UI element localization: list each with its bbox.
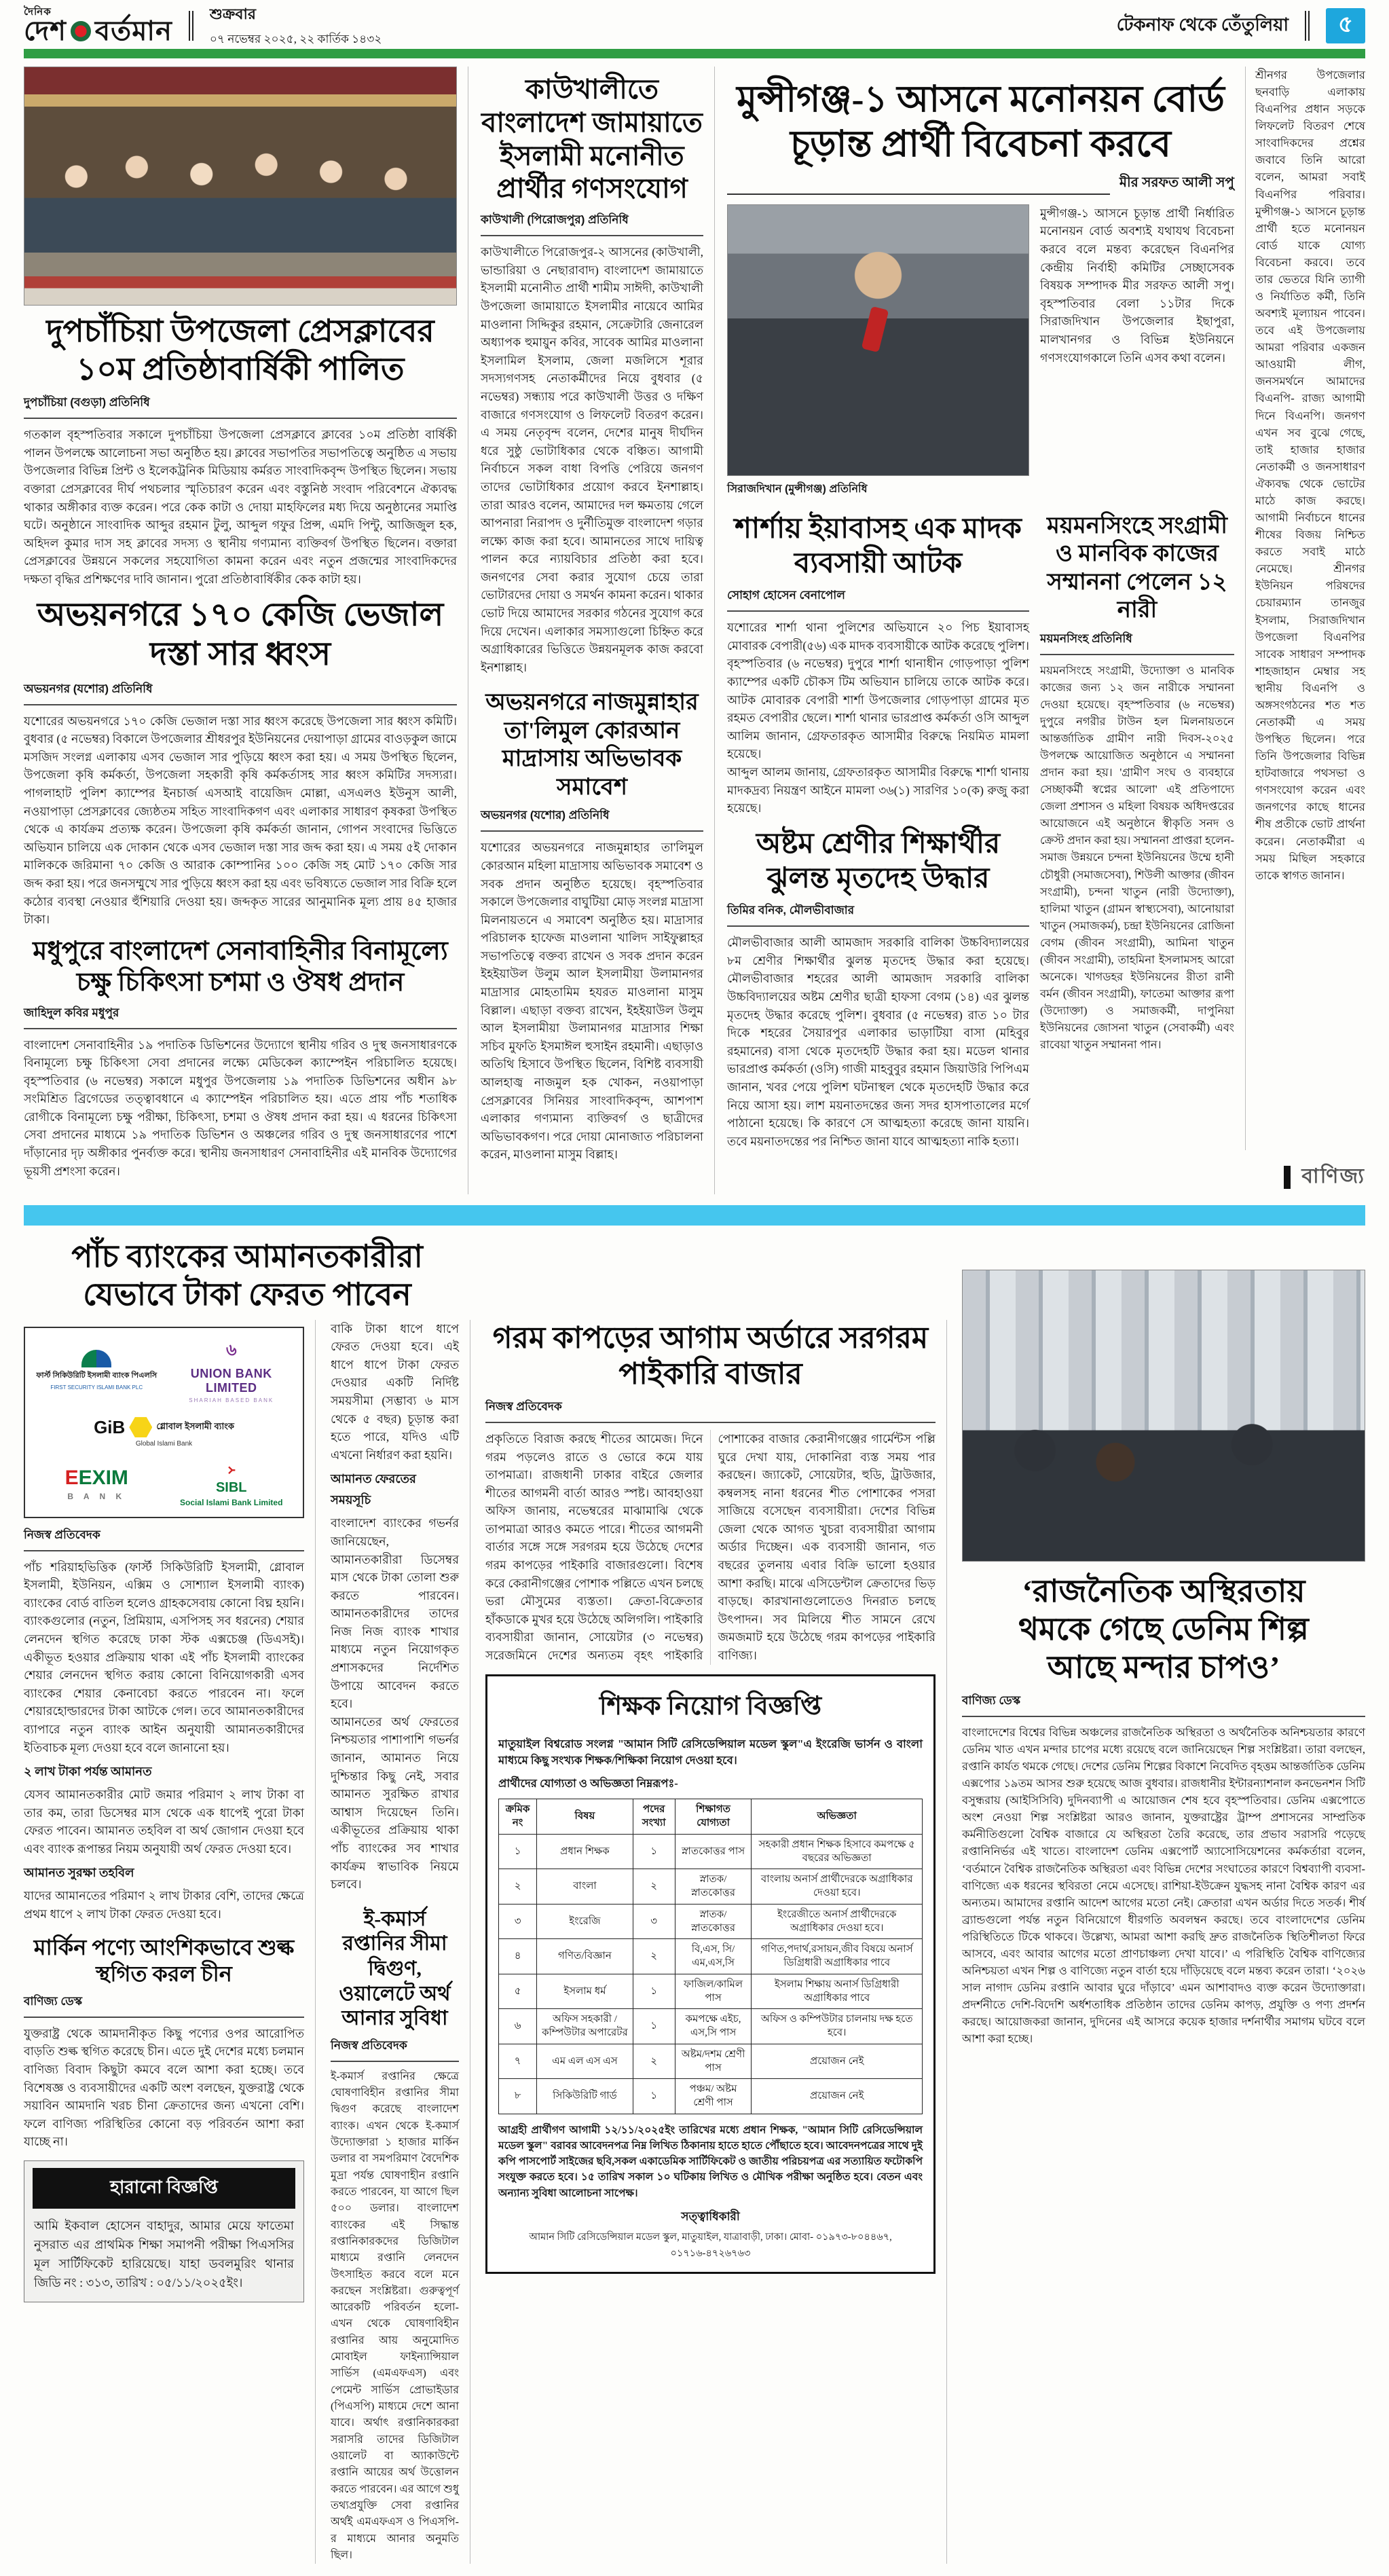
body-banks-3: যাদের আমানতের পরিমাণ ২ লাখ টাকার বেশি, তাদের ক্ষেত্রে প্রথম ধাপে ২ লাখ টাকা ফেরত দেওয়া হবে।	[24, 1889, 304, 1921]
byline-dupchanchia: দুপচাঁচিয়া (বগুড়া) প্রতিনিধি	[24, 394, 457, 419]
speaker-photo	[727, 204, 1029, 476]
mymensingh-block	[1040, 505, 1234, 1151]
body-ostom: মৌলভীবাজার আলী আমজাদ সরকারি বালিকা উচ্চবিদ্যালয়ের ৮ম শ্রেণীর শিক্ষার্থীর ঝুলন্ত মৃতদেহ উদ্ধার করা হয়েছে। মৌলভীবাজার শহরের আলী আমজাদ সরকারি বালিকা উচ্চবিদ্যালয়ের অষ্টম শ্রেণীর ছাত্রী হাফসা বেগম (১৪) এর ঝুলন্ত মৃতদেহ উদ্ধার করেছে পুলিশ। বুধবার (৫ নভেম্বর) রাত ১০ টার দিকে শহরের সৈয়ারপুর এলাকার ভাড়াটিয়া বাসা (মহিবুর রহমানের) বাসা থেকে মৃতদেহটি উদ্ধার করা হয়। মডেল থানার ভারপ্রাপ্ত কর্মকর্তা (ওসি) গাজী মাহবুবুর রহমান জিয়াউরি পিপিএম জানান, খবর পেয়ে পুলিশ ঘটনাস্থল থেকে মৃতদেহটি উদ্ধার করে নিয়ে আসা হয়। লাশ ময়নাতদন্তের জন্য সদর হাসপাতালের মর্গে পাঠানো হয়েছে। কি কারণে সে আত্মহত্যা করেছে জানা যায়নি। তবে ময়নাতদন্তের পর নিশ্চিত জানা যাবে আত্মহত্যা নাকি হত্যা।	[727, 936, 1029, 1148]
headline-najmunnahar: অভয়নগরে নাজমুন্নাহার তা'লিমুল কোরআন মাদ্রাসায় অভিভাবক সমাবেশ	[485, 690, 699, 800]
byline-rule	[727, 194, 1110, 195]
fsib-logo: ফার্স্ট সিকিউরিটি ইসলামী ব্যাংক পিএলসি FIRST SECURITY ISLAMI BANK PLC	[32, 1350, 162, 1391]
subhead-banks-1: ২ লাখ টাকা পর্যন্ত আমানত	[24, 1765, 152, 1779]
headline-dupchanchia: দুপচাঁচিয়া উপজেলা প্রেসক্লাবের ১০ম প্রতিষ্ঠাবার্ষিকী পালিত	[46, 314, 434, 387]
masthead	[24, 7, 1365, 45]
newspaper-brand	[24, 7, 172, 45]
headline-banks: পাঁচ ব্যাংকের আমানতকারীরা যেভাবে টাকা ফেরত পাবেন	[71, 1239, 423, 1312]
ad-table	[498, 1799, 923, 2114]
subhead-banks-2: আমানত সুরক্ষা তহবিল	[24, 1866, 134, 1880]
gib-logo: GiB গ্লোবাল ইসলামী ব্যাংক Global Islami Bank	[94, 1416, 234, 1448]
lost-notice-title: হারানো বিজ্ঞপ্তি	[33, 2168, 295, 2209]
body-mymensingh: ময়মনসিংহে সংগ্রামী, উদ্যোক্তা ও মানবিক কাজের জন্য ১২ জন নারীকে সম্মাননা দেওয়া হয়েছে। বৃহস্পতিবার (৬ নভেম্বর) দুপুরে নগরীর টাউন হল মিলনায়তনে আন্তর্জাতিক গ্রামীণ নারী দিবস-২০২৫ উপলক্ষে আয়োজিত অনুষ্ঠানে এ সম্মাননা প্রদান করা হয়। 'গ্রামীণ সংঘ ও ব্যবহারে সেচ্ছাকর্মী স্বপ্নের আলো' এই প্রতিপাদ্যে জেলা প্রশাসন ও মহিলা বিষয়ক অধিদপ্তরের আয়োজনে এই অনুষ্ঠানে স্বীকৃতি সনদ ও ক্রেস্ট প্রদান করা হয়। সম্মাননা প্রাপ্তরা হলেন- সমাজ উন্নয়নে চন্দনা ইউনিয়নের উম্মে হানী চৌধুরী (সমাজসেবা), শিউলী আক্তার (জীবন সংগ্রামী), চন্দনা খাতুন (নারী উদ্যোক্তা), হালিমা খাতুন (গ্রামন স্বাস্থ্যসেবা), আনোয়ারা খাতুন (সমাজকর্ম), চন্দ্রা ইউনিয়নের রোজিনা বেগম (জীবন সংগ্রামী), আমিনা খাতুন (জীবন সংগ্রামী), তাহমিনা ইসলামসহ আরো অনেকে। খাগডহর ইউনিয়নের রীতা রানী বর্মন (জীবন সংগ্রামী), ফাতেমা আক্তার রূপা (উদ্যোক্তা) ও সমাজকর্মী, দাপুনিয়া ইউনিয়নের জোসনা খাতুন (সেবাকর্মী) এবং রাবেয়া খাতুন সম্মাননা পান।	[1040, 663, 1234, 1052]
sibl-bird-icon: ᚛	[227, 1462, 235, 1477]
ad-table-row: ৭ এম এল এস এস ২ অষ্টম/দশম শ্রেণী পাস প্রয়োজন নেই	[499, 2044, 923, 2079]
weekday: শুক্রবার	[209, 5, 256, 22]
newspaper-title: দেশ বর্তমান	[24, 15, 172, 46]
body-modhupur: বাংলাদেশ সেনাবাহিনীর ১৯ পদাতিক ডিভিশনের উদ্যোগে স্থানীয় গরিব ও দুস্থ জনসাধারণকে বিনামূল্যে চক্ষু চিকিৎসা সেবা প্রদানের লক্ষ্যে মেডিকেল ক্যাম্পেইন পরিচালিত হয়েছে। বৃহস্পতিবার (৬ নভেম্বর) সকালে মধুপুর উপজেলায় ১৯ পদাতিক ডিভিশনের অধীন ৯৮ সংমিশ্রিত ব্রিগেডের তত্ত্বাবধানে এ ক্যাম্পেইন পরিচালিত হয়। এতে প্রায় পাঁচ শতাধিক রোগীকে বিনামূল্যে চক্ষু পরীক্ষা, চিকিৎসা, চশমা ও ঔষধ প্রদান করা হয়। এ ধরনের চিকিৎসা সেবা প্রদানের মাধ্যমে ১৯ পদাতিক ডিভিশন ও অঞ্চলের গরিব ও দুস্থ জনসাধারণের পাশে দাঁড়ানোর দৃঢ় অঙ্গীকার পুনর্ব্যক্ত করে। স্থানীয় জনসাধারণ সেনাবাহিনীর এই মানবিক উদ্যোগের ভূয়সী প্রশংসা করেন।	[24, 1037, 457, 1178]
headline-modhupur: মধুপুরে বাংলাদেশ সেনাবাহিনীর বিনামূল্যে চক্ষু চিকিৎসা চশমা ও ঔষধ প্রদান	[33, 936, 448, 997]
business-col-4	[962, 1270, 1365, 2564]
gib-hex-icon	[129, 1417, 152, 1437]
munshiganj-right-column: শ্রীনগর উপজেলার ছনবাড়ি এলাকায় বিএনপির প্রধান সড়কে লিফলেট বিতরণ শেষে সাংবাদিকদের প্রশ্নের জবাবে তিনি আরো বলেন, আমরা সবাই বিএনপির পরিবার। মুন্সীগঞ্জ-১ আসনে চূড়ান্ত প্রার্থী হতে মনোনয়ন বোর্ড যাকে যোগ্য বিবেচনা করবে। তবে তার ভেতরে যিনি ত্যাগী ও নির্যাতিত কর্মী, তিনি অবশ্যই মূল্যায়ন পাবেন। তবে এই উপজেলায় আমরা পরিবার একজন আওয়ামী লীগ, জনসমর্থনে আমাদের বিএনপি- রাজ্য আগামী দিনে বিএনপি। জনগণ এখন সব বুঝে গেছে, তাই হাজার হাজার নেতাকর্মী ও জনসাধারণ ঐক্যবদ্ধ থেকে ভোটের মাঠে কাজ করছে। আগামী নির্বাচনে ধানের শীষের বিজয় নিশ্চিত করতে সবাই মাঠে নেমেছে। শ্রীনগর ইউনিয়ন পরিষদের চেয়ারম্যান তানজুর ইসলাম, সিরাজদিখান উপজেলা বিএনপির সাবেক সাধারণ সম্পাদক শাহজাহান মেম্বার সহ স্থানীয় বিএনপি ও অঙ্গসংগঠনের শত শত নেতাকর্মী এ সময় উপস্থিত ছিলেন। পরে তিনি উপজেলার বিভিন্ন হাটবাজারে পথসভা ও গণসংযোগ করেন এবং জনগণের কাছে ধানের শীষ প্রতীকে ভোট প্রার্থনা করেন। নেতাকর্মীরা এ সময় মিছিল সহকারে তাকে স্বাগত জানান।	[1245, 67, 1365, 1150]
lost-notice-body: আমি ইকবাল হোসেন বাহাদুর, আমার মেয়ে ফাতেমা নুসরাত এর প্রাথমিক শিক্ষা সমাপনী পরীক্ষা পিএসসির মূল সার্টিফিকেট হারিয়েছে। যাহা ডবলমুরিং থানার জিডি নং : ৩১৩, তারিখ : ০৫/১১/২০২৫ইং।	[34, 2218, 294, 2289]
ad-address: আমান সিটি রেসিডেন্সিয়াল মডেল স্কুল, মাতুয়াইল, যাত্রাবাড়ী, ঢাকা। মোবা- ০১৯৭৩-৮০৪৪৬৭, ০১৭১৬-৪৭২৬৭৬৩	[529, 2231, 892, 2259]
top-left-column	[24, 67, 468, 1194]
union-bank-logo: ৬ UNION BANK LIMITED SHARIAH BASED BANK	[167, 1338, 297, 1403]
body-china: যুক্তরাষ্ট্র থেকে আমদানীকৃত কিছু পণ্যের ওপর আরোপিত বাড়তি শুল্ক স্থগিত করেছে চীন। এতে দুই দেশের মধ্যে চলমান বাণিজ্য বিবাদ কিছুটা কমবে বলে আশা করা হচ্ছে। তবে বিশেষজ্ঞ ও ব্যবসায়ীদের একটি অংশ বলছেন, যুক্তরাষ্ট্র থেকে সয়াবিন আমদানি খরচ চীনা ক্রেতাদের জন্য এখনো বেশি। ফলে বাণিজ্য পরিস্থিতির কোনো বড় পরিবর্তন আশা করা যাচ্ছে না।	[24, 2026, 304, 2149]
body-ecommerce: ই-কমার্স রপ্তানির ক্ষেত্রে ঘোষণাবিহীন রপ্তানির সীমা দ্বিগুণ করেছে বাংলাদেশ ব্যাংক। এখন থেকে ই-কমার্স উদ্যোক্তারা ১ হাজার মার্কিন ডলার বা সমপরিমাণ বৈদেশিক মুদ্রা পর্যন্ত ঘোষণাহীন রপ্তানি করতে পারবেন, যা আগে ছিল ৫০০ ডলার। বাংলাদেশ ব্যাংকের এই সিদ্ধান্ত রপ্তানিকারকদের ডিজিটাল মাধ্যমে রপ্তানি লেনদেন উৎসাহিত করবে বলে মনে করছেন সংশ্লিষ্টরা। গুরুত্বপূর্ণ আরেকটি পরিবর্তন হলো- এখন থেকে ঘোষণাবিহীন রপ্তানির আয় অনুমোদিত মোবাইল ফাইন্যান্সিয়াল সার্ভিস (এমএফএস) এবং পেমেন্ট সার্ভিস প্রোভাইডার (পিএসপি) মাধ্যমে দেশে আনা যাবে। অর্থাৎ রপ্তানিকারকরা সরাসরি তাদের ডিজিটাল ওয়ালেট বা অ্যাকাউন্টে রপ্তানি আয়ের অর্থ উত্তোলন করতে পারবেন। এর আগে শুধু তথ্যপ্রযুক্তি সেবা রপ্তানির অর্থই এমএফএস ও পিএসপি-র মাধ্যমে আনার অনুমতি ছিল।	[331, 2070, 459, 2561]
byline-ecommerce: নিজস্ব প্রতিবেদক	[331, 2037, 459, 2062]
body-najmunnahar: যশোরের অভয়নগরে নাজমুন্নাহার তা'লিমুল কোরআন মহিলা মাদ্রাসায় অভিভাবক সমাবেশ ও সবক প্রদান অনুষ্ঠিত হয়েছে। বৃহস্পতিবার সকালে উপজেলার বাঘুটিয়া মোড় সংলগ্ন মাদ্রাসা মিলনায়তনে এ সমাবেশ অনুষ্ঠিত হয়। মাদ্রাসার পরিচালক হাফেজ মাওলানা খালিদ সাইফুল্লাহর সভাপতিত্বে বক্তব্য রাখেন ও সবক প্রদান করেন ইহইয়াউল উলুম আল ইসলামীয়া উলামানগর মাদ্রাসার মোহতামিম হযরত মাওলানা মাসুম বিল্লাল। এছাড়া বক্তব্য রাখেন, ইহইয়াউল উলুম আল ইসলামীয়া উলামানগর মাদ্রাসার শিক্ষা সচিব মুফতি ইসমাঈল হুসাইন রহমানী। এছাড়াও অতিথি হিসাবে উপস্থিত ছিলেন, বিশিষ্ট ব্যবসায়ী আলহাজ্ব নাজমুল হক খোকন, নওয়াপাড়া প্রেসক্লাবের সিনিয়র সাংবাদিকবৃন্দ, আশপাশ এলাকার গণ্যমান্য ব্যক্তিবর্গ ও ছাত্রীদের অভিভাবকগণ। পরে দোয়া মোনাজাত পরিচালনা করেন, মাওলানা মাসুম বিল্লাহ।	[481, 841, 703, 1162]
top-right-column	[727, 67, 1365, 1194]
teacher-recruitment-ad	[485, 1674, 936, 2274]
headline-sharsha: শার্শায় ইয়াবাসহ এক মাদক ব্যবসায়ী আটক	[735, 513, 1022, 579]
ad-table-row: ৫ ইসলাম ধর্ম ১ ফাজিল/কামিল পাস ইসলাম শিক্ষায় অনার্স ডিগ্রিধারী অগ্রাধিকার পাবে	[499, 1974, 923, 2009]
body-kaukhali: কাউখালীতে পিরোজপুর-২ আসনের (কাউখালী, ভান্ডারিয়া ও নেছারাবাদ) বাংলাদেশ জামায়াতে ইসলামী মনোনীত প্রার্থী শামীম সাঈদী, কাউখালী উপজেলা জামায়াতে ইসলামীর নায়েবে আমির মাওলানা সিদ্দিকুর রহমান, সেক্রেটারি জেনারেল অধ্যাপক হুমায়ুন কবির, সাবেক আমির মাওলানা ইসলামিল ইসলাম, জেলা মজলিসে শূরার সদস্যগণসহ নেতাকর্মীদের নিয়ে বুধবার (৫ নভেম্বর) সন্ধ্যায় পরে কাউখালী উত্তর ও দক্ষিণ বাজারে গণসংযোগ ও লিফলেট বিতরণ করেন। এ সময় নেতৃবৃন্দ বলেন, দেশের মানুষ দীর্ঘদিন ধরে সুষ্ঠু ভোটাধিকার থেকে বঞ্চিত। আগামী নির্বাচনে সকল বাধা বিপত্তি পেরিয়ে জনগণ তাদের ভোটাধিকার প্রয়োগ করবে ইনশাল্লাহ। তারা আরও বলেন, আমাদের দল ক্ষমতায় গেলে আপনারা নিরাপদ ও দুর্নীতিমুক্ত বাংলাদেশ গড়ার লক্ষ্যে কাজ করা হবে। আমানতের সাথে দায়িত্ব পালন করে ন্যায়বিচার প্রতিষ্ঠা করা হবে। জনগণের সেবা করার সুযোগ চেয়ে তারা ভোটারদের দোয়া ও সমর্থন কামনা করেন। থাকার ভোট দিয়ে আমাদের সরকার গঠনের সুযোগ করে দিয়ে দেখেন। এলাকার সমস্যাগুলো চিহ্নিত করে অগ্রাধিকারের ভিত্তিতে উন্নয়নমূলক কাজ করবো ইনশাল্লাহ।	[481, 245, 703, 674]
headline-gorom-kapor: গরম কাপড়ের আগাম অর্ডারে সরগরম পাইকারি বাজার	[492, 1321, 929, 1391]
top-section	[24, 67, 1365, 1194]
body-banks-side-1: বাকি টাকা ধাপে ধাপে ফেরত দেওয়া হবে। এই ধাপে ধাপে টাকা ফেরত দেওয়ার একটি নির্দিষ্ট সময়সীমা (সম্ভাব্য ৬ মাস থেকে ৫ বছর) চূড়ান্ত করা হতে পারে, যদিও এটি এখনো নির্ধারণ করা হয়নি।	[331, 1321, 459, 1462]
ad-title: শিক্ষক নিয়োগ বিজ্ঞপ্তি	[599, 1691, 822, 1721]
subhead-banks-side: আমানত ফেরতের সময়সূচি	[331, 1472, 416, 1507]
sharsha-ostom-block	[727, 505, 1029, 1151]
byline-gorom-kapor: নিজস্ব প্রতিবেদক	[485, 1398, 936, 1423]
ad-table-row: ৪ গণিত/বিজ্ঞান ২ বি,এস, সি/ এম,এস,সি গণিত,পদার্থ,রসায়ন,জীব বিষয়ে অনার্স ডিগ্রিধারী অগ্রাধিকার পাবে	[499, 1939, 923, 1974]
page-number-badge: ৫	[1326, 8, 1365, 43]
pressclub-event-photo	[24, 67, 457, 306]
body-banks-2: যেসব আমানতকারীর মোট জমার পরিমাণ ২ লাখ টাকা বা তার কম, তারা ডিসেম্বর মাস থেকে এক ধাপেই পুরো টাকা ফেরত পাবেন। আমানত তহবিল বা অর্থ জোগান দেওয়া হবে এবং ব্যাংক রূপান্তর নিয়ম অনুযায়ী অর্থ ফেরত দেওয়া হবে।	[24, 1788, 304, 1856]
business-col-3	[485, 1320, 947, 2564]
exim-bank-logo: EEXIM B A N K	[64, 1467, 128, 1502]
date-line: ০৭ নভেম্বর ২০২৫, ২২ কার্তিক ১৪৩২	[209, 32, 382, 45]
daily-label: দৈনিক	[24, 6, 52, 18]
speaker-photo-caption: সিরাজদিখান (মুন্সীগঞ্জ) প্রতিনিধি	[727, 483, 868, 495]
munshiganj-mid-column: মুন্সীগঞ্জ-১ আসনে চূড়ান্ত প্রার্থী নির্ধারিত মনোনয়ন বোর্ড অবশ্যই যথাযথ বিবেচনা করবে বলে মন্তব্য করেছেন বিএনপির কেন্দ্রীয় নির্বাহী কমিটির সেচ্ছাসেবক বিষয়ক সম্পাদক মীর সরফত আলী সপু। বৃহস্পতিবার বেলা ১১টার দিকে সিরাজদিখান উপজেলার ইছাপুরা, মালখানগর ও বিভিন্ন ইউনিয়নে গণসংযোগকালে তিনি এসব কথা বলেন।	[1040, 206, 1234, 365]
headline-ostom: অষ্টম শ্রেণীর শিক্ষার্থীর ঝুলন্ত মৃতদেহ উদ্ধার	[756, 828, 1001, 894]
body-dupchanchia: গতকাল বৃহস্পতিবার সকালে দুপচাঁচিয়া উপজেলা প্রেসক্লাবে ক্লাবের ১০ম প্রতিষ্ঠা বার্ষিকী পালন উপলক্ষে আলোচনা সভা অনুষ্ঠিত হয়। ক্লাবের সভাপতির সভাপতিত্বে অনুষ্ঠিত এ সভায় উপজেলার বিভিন্ন প্রিন্ট ও ইলেকট্রনিক মিডিয়ায় কর্মরত সাংবাদিকবৃন্দ উপস্থিত ছিলেন। সভায় বক্তারা প্রেসক্লাবের দীর্ঘ পথচলার স্মৃতিচারণ করেন এবং বস্তুনিষ্ঠ সংবাদ পরিবেশনে ঐক্যবদ্ধ থাকার অঙ্গীকার ব্যক্ত করেন। পরে কেক কাটা ও দোয়া মাহফিলের মধ্য দিয়ে অনুষ্ঠানের সমাপ্তি ঘটে। অনুষ্ঠানে সাংবাদিক আব্দুর রহমান টুলু, আব্দুল গফুর প্রিন্স, এমদি পিন্টু, আজিজুল হক, অহিদল কুমার দাস সহ ক্লাবের সদস্য ও স্থানীয় গণ্যমান্য ব্যক্তিবর্গ উপস্থিত ছিলেন। বক্তারা প্রেসক্লাবের উন্নয়নে সকলের সহযোগিতা কামনা করেন এবং নতুন প্রজন্মের সাংবাদিকদের দক্ষতা বৃদ্ধির প্রশিক্ষণের দাবি জানান। পুরো প্রতিষ্ঠাবার্ষিকীর কেক কাটা হয়।	[24, 428, 457, 586]
munshiganj-article-head	[727, 67, 1234, 204]
body-sharsha: যশোরের শার্শা থানা পুলিশের অভিযানে ২০ পিচ ইয়াবাসহ মোবারক বেপারী(৫৬) এক মাদক ব্যবসায়ীকে আটক করেছে পুলিশ। বৃহস্পতিবার (৬ নভেম্বর) দুপুরে শার্শা থানাধীন গোড়পাড়া পুলিশ ক্যাম্পের একটি চৌকস টিম অভিযান চালিয়ে তাকে আটক করে। আটক মোবারক বেপারী শার্শা উপজেলার গোড়পাড়া গ্রামের মৃত রহমত বেপারীর ছেলে। শার্শা থানার ভারপ্রাপ্ত কর্মকর্তা ওসি আব্দুল আলিম জানান, গ্রেফতারকৃত আসামীর বিরুদ্ধে নিয়মিত মামলা হয়েছে।	[727, 621, 1029, 761]
ad-table-header-row: ক্রমিক নং বিষয় পদের সংখ্যা শিক্ষাগত যোগ্যতা অভিজ্ঞতা	[499, 1799, 923, 1835]
byline-mymensingh: ময়মনসিংহ প্রতিনিধি	[1040, 630, 1234, 655]
byline-munshiganj: মীর সরফত আলী সপু	[727, 172, 1234, 195]
business-col-2	[331, 1320, 470, 2564]
business-divider-bar	[24, 1205, 1365, 1226]
byline-sharsha: সোহাগ হোসেন বেনাপোল	[727, 587, 1029, 612]
body-vejal-sar: যশোরের অভয়নগরে ১৭০ কেজি ভেজাল দস্তা সার ধ্বংস করেছে উপজেলা সার ধ্বংস কমিটি। বুধবার (৫ নভেম্বর) বিকালে উপজেলার শ্রীধরপুর ইউনিয়নের দেয়াপাড়া গ্রামের বাওড়কুল জামে মসজিদ সংলগ্ন এলাকায় এসব ভেজাল সার পুড়িয়ে ধ্বংস করা হয়। এ সময় উপস্থিত ছিলেন, উপজেলা কৃষি কর্মকর্তা, উপজেলা সহকারী কৃষি কর্মকর্তাসহ সার ধ্বংস কমিটির সদস্যরা। পাগলাহাট পুলিশ ক্যাম্পের ইনচার্জ এসআই বায়েজিদ মোল্লা, এসএলও ইউনুস আলী, নওয়াপাড়া প্রেসক্লাবের জ্যেষ্ঠতম সহিত সাংবাদিকগণ এবং এলাকার সাধারণ কৃষকরা উপস্থিত থেকে এ কার্যক্রম প্রত্যক্ষ করেন। উপজেলা কৃষি কর্মকর্তা জানান, গোপন সংবাদের ভিত্তিতে অভিযান চালিয়ে এক দোকান থেকে এসব ভেজাল দস্তা সার জব্দ করা হয়। এ সময় ৫ই দোকান মালিককে জরিমানা ৭০ কেজি ও আরাক কোম্পানির ১০০ কেজি সহ মোট ১৭০ কেজি সার জব্দ করা হয়। পরে জনসম্মুখে সার পুড়িয়ে ধ্বংস করা হয় এবং ভবিষ্যতে ভেজাল সার বিক্রি হলে কঠোর ব্যবস্থা নেওয়ার হুঁশিয়ারি দেওয়া হয়। জব্দকৃত সারের আনুমানিক মূল্য প্রায় ৪৫ হাজার টাকা।	[24, 714, 457, 927]
ad-table-row: ৮ সিকিউরিটি গার্ড ১ পঞ্চম/ অষ্টম শ্রেণী পাস প্রয়োজন নেই	[499, 2079, 923, 2114]
body-denim: বাংলাদেশের বিশ্বের বিভিন্ন অঞ্চলের রাজনৈতিক অস্থিরতা ও অর্থনৈতিক অনিশ্চয়তার কারণে ডেনিম খাত এখন মন্দার চাপের মধ্যে রয়েছে বলে জানিয়েছেন শিল্প সংশ্লিষ্টরা। তারা বলছেন, রপ্তানি কার্যত থমকে গেছে। দেশের ডেনিম শিল্পের বিকাশে নিবেদিত বৃহত্তম আন্তর্জাতিক ডেনিম এক্সপোর ১৯তম আসর শুরু হয়েছে আজ বুধবার। রাজধানীর ইন্টারন্যাশনাল কনভেনশন সিটি বসুন্ধরায় (আইসিসিবি) দুদিনব্যাপী এ আয়োজন শেষ হবে বৃহস্পতিবার। ডেনিম এক্সপোতে অংশ নেওয়া শিল্প সংশ্লিষ্টরা আরও জানান, যুক্তরাষ্ট্রের ট্রাম্প প্রশাসনের সাম্প্রতিক কর্মনীতিগুলো বৈশ্বিক বাজারে যে অস্থিরতা তৈরি করেছে, তার প্রভাব সরাসরি পড়েছে রপ্তানিনির্ভর এই খাতে। বাংলাদেশ ডেনিম এক্সপোর্ট অ্যাসোসিয়েশনের কর্মকর্তারা বলেন, ‘বর্তমানে বৈশ্বিক রাজনৈতিক অস্থিরতা এবং বিভিন্ন দেশের সংঘাতের কারণে বিশ্বব্যাপী ব্যবসা-বাণিজ্যে এক ধরনের স্থবিরতা নেমে এসেছে। রাশিয়া-ইউক্রেন যুদ্ধসহ নানা বৈশ্বিক কারণ এর অন্যতম। আমাদের রপ্তানি আদেশ আগের মতো নেই। ক্রেতারা এখন অর্ডার দিতে সতর্ক। শীর্ষ ব্র্যান্ডগুলো পর্যন্ত নতুন বিনিয়োগে ধীরগতি অবলম্বন করছে। তবে বাংলাদেশের ডেনিম পরিস্থিতিতে টিকে থাকবে। উল্লেখ্য, আমরা আশা করছি দ্রুত রাজনৈতিক স্থিতিশীলতা ফিরে আসবে, এবং আবার আগের মতো প্রাণচাঞ্চল্য দেখা যাবে।’ এ পরিস্থিতি বৈশ্বিক বাণিজ্যের অনিশ্চয়তা এখন শিল্প ও বাণিজ্যে নতুন বার্তা হয়ে দাঁড়িয়েছে বলে মন্তব্য করেন তারা। ‘২০২৬ সাল নাগাদ ডেনিম রপ্তানি আবার ঘুরে দাঁড়াবে’ এমন আশাবাদও ব্যক্ত করেন উদ্যোক্তারা। প্রদর্শনীতে দেশি-বিদেশি অর্ধশতাধিক প্রতিষ্ঠান তাদের ডেনিম কাপড়, প্রযুক্তি ও পণ্য প্রদর্শন করছে। আয়োজকরা জানান, দুদিনের এই আসরে কয়েক হাজার দর্শনার্থীর সমাগম ঘটবে বলে আশা করা হচ্ছে।	[962, 1725, 1365, 2046]
byline-kaukhali: কাউখালী (পিরোজপুর) প্রতিনিধি	[481, 211, 703, 236]
body-gorom-kapor: প্রকৃতিতে বিরাজ করছে শীতের আমেজ। দিনে গরম পড়লেও রাতে ও ভোরে কমে যায় তাপমাত্রা। রাজধানী ঢাকার বাইরে জেলার শীতের আগমনী বার্তা আরও স্পষ্ট। আবহাওয়া অফিস জানায়, নভেম্বরের মাঝামাঝি থেকে তাপমাত্রা আরও কমতে পারে। শীতের আগমনী বার্তার সঙ্গে সঙ্গে সরগরম হয়ে উঠেছে দেশের গরম কাপড়ের পাইকারি বাজারগুলো। বিশেষ করে কেরানীগঞ্জের পোশাক পল্লিতে এখন চলছে ভরা মৌসুমের ব্যস্ততা। ক্রেতা-বিক্রেতার হাঁকডাকে মুখর হয়ে উঠেছে অলিগলি। পাইকারি ব্যবসায়ীরা জানান, সোয়েটার (৩ নভেম্বর) সরেজমিনে দেশের অন্যতম বৃহৎ পাইকারি পোশাকের বাজার কেরানীগঞ্জের গার্মেন্টস পল্লি ঘুরে দেখা যায়, দোকানিরা ব্যস্ত সময় পার করছেন। জ্যাকেট, সোয়েটার, হুডি, ট্রাউজার, কম্বলসহ নানা ধরনের শীত পোশাকের পসরা সাজিয়ে বসেছেন ব্যবসায়ীরা। দেশের বিভিন্ন জেলা থেকে আগত খুচরা ব্যবসায়ীরা আগাম অর্ডার দিচ্ছেন। এক ব্যবসায়ী জানান, গত বছরের তুলনায় এবার বিক্রি ভালো হওয়ার আশা করছি। মাঝে এসিডেন্টাল ক্রেতাদের ভিড় বাড়ছে। কারখানাগুলোতেও দিনরাত চলছে উৎপাদন। সব মিলিয়ে শীত সামনে রেখে জমজমাট হয়ে উঠেছে গরম কাপড়ের পাইকারি বাণিজ্য।	[485, 1431, 936, 1663]
headline-denim: ‘রাজনৈতিক অস্থিরতায় থমকে গেছে ডেনিম শিল্প আছে মন্দার চাপও’	[1018, 1573, 1309, 1685]
date-block	[210, 3, 382, 50]
byline-china: বাণিজ্য ডেস্ক	[24, 1993, 304, 2018]
ad-owner-label: সত্ত্বাধিকারী	[681, 2209, 740, 2223]
ad-table-row: ৬ অফিস সহকারী / কম্পিউটার অপারেটর ১ কমপক্ষে এইচ, এস,সি পাস অফিস ও কম্পিউটার চালনায় দক্ষ হতে হবে।	[499, 2009, 923, 2044]
headline-ecommerce: ই-কমার্স রপ্তানির সীমা দ্বিগুণ, ওয়ালেটে অর্থ আনার সুবিধা	[339, 1907, 451, 2030]
byline-najmunnahar: অভয়নগর (যশোর) প্রতিনিধি	[481, 807, 703, 832]
region-tagline: টেকনাফ থেকে তেঁতুলিয়া	[1116, 15, 1289, 35]
header-divider	[189, 11, 193, 41]
byline-vejal-sar: অভয়নগর (যশোর) প্রতিনিধি	[24, 680, 457, 705]
section-bar-icon	[1284, 1166, 1291, 1189]
ad-table-row: ৩ ইংরেজি ৩ স্নাতক/স্নাতকোত্তর ইংরেজীতে অনার্স প্রার্থীদেরকে অগ্রাধিকার দেওয়া হবে।	[499, 1904, 923, 1939]
ad-footer-text: আগ্রহী প্রার্থীগণ আগামী ১২/১১/২০২৫ইং তারিখের মধ্যে প্রধান শিক্ষক, "আমান সিটি রেসিডেন্সিয়াল মডেল স্কুল" বরাবর আবেদনপত্র নিম্ন লিখিত ঠিকানায় হাতে হাতে পৌঁছাতে হবে। আবেদনপত্রের সাথে দুই কপি পাসপোর্ট সাইজের ছবি,সকল একাডেমিক সার্টিফিকেট ও জাতীয় পরিচয়পত্র এর সত্যায়িত ফটোকপি সংযুক্ত করতে হবে। ১৫ তারিখ সকাল ১০ ঘটিকায় লিখিত ও মৌখিক পরীক্ষা অনুষ্ঠিত হবে। বেতন এবং অন্যান্য সুবিধা আলোচনা সাপেক্ষ।	[498, 2124, 923, 2199]
ad-intro: মাতুয়াইল বিশ্বরোড সংলগ্ন "আমান সিটি রেসিডেন্সিয়াল মডেল স্কুল"এ ইংরেজি ভার্সন ও বাংলা মাধ্যমে কিছু সংখ্যক শিক্ষক/শিক্ষিকা নিয়োগ দেওয়া হবে।	[498, 1737, 923, 1767]
headline-vejal-sar: অভয়নগরে ১৭০ কেজি ভেজাল দস্তা সার ধ্বংস	[37, 596, 444, 673]
headline-munshiganj: মুন্সীগঞ্জ-১ আসনে মনোনয়ন বোর্ড চূড়ান্ত প্রার্থী বিবেচনা করবে	[737, 79, 1225, 164]
ad-qualification-line: প্রার্থীদের যোগ্যতা ও অভিজ্ঞতা নিম্নরূপঃ-	[498, 1777, 678, 1790]
lost-notice-box	[24, 2160, 304, 2303]
munshiganj-photo-block	[727, 204, 1029, 505]
business-section	[24, 1231, 1365, 2564]
banks-headline-wrap	[24, 1231, 470, 1319]
byline-modhupur: জাহিদুল কবির মধুপুর	[24, 1004, 457, 1029]
body-sharsha-2: আব্দুল আলম জানায়, গ্রেফতারকৃত আসামীর বিরুদ্ধে শার্শা থানায় মাদকদ্রব্য নিয়ন্ত্রণ আইনে মামলা ৩৬(১) সারণির ১০(ক) রুজু করা হয়েছে।	[727, 765, 1029, 815]
ad-table-row: ১ প্রধান শিক্ষক ১ স্নাতকোত্তর পাস সহকারী প্রধান শিক্ষক হিসাবে কমপক্ষে ৫ বছরের অভিজ্ঞতা	[499, 1834, 923, 1869]
byline-denim: বাণিজ্য ডেস্ক	[962, 1692, 1365, 1717]
headline-mymensingh: ময়মনসিংহে সংগ্রামী ও মানবিক কাজের সম্মাননা পেলেন ১২ নারী	[1047, 513, 1227, 623]
denim-market-photo	[962, 1270, 1365, 1562]
business-section-label: বাণিজ্য	[1040, 1160, 1365, 1194]
business-col-1	[24, 1320, 316, 2564]
body-banks-side-2: বাংলাদেশ ব্যাংকের গভর্নর জানিয়েছেন, আমানতকারীরা ডিসেম্বর মাস থেকে টাকা তোলা শুরু করতে পারবেন। আমানতকারীদের তাদের নিজ নিজ ব্যাংক শাখার মাধ্যমে নতুন নিয়োগকৃত প্রশাসকদের নির্দেশিত উপায়ে আবেদন করতে হবে।	[331, 1516, 459, 1711]
byline-banks: নিজস্ব প্রতিবেদক	[24, 1526, 304, 1551]
byline-ostom: তিমির বনিক, মৌলভীবাজার	[727, 902, 1029, 927]
fsib-dome-icon	[81, 1350, 111, 1367]
header-green-bar	[24, 49, 1365, 58]
body-banks-1: পাঁচ শরিয়াহভিত্তিক (ফার্স্ট সিকিউরিটি ইসলামী, গ্লোবাল ইসলামী, ইউনিয়ন, এক্সিম ও সোশ্যাল ইসলামী ব্যাংক) ব্যাংকের বোর্ড বাতিল হলেও গ্রাহকসেবায় কোনো বিঘ্ন হয়নি। ব্যাংকগুলোর (নতুন, প্রিমিয়াম, এসপিসহ সব ধরনের) শেয়ার লেনদেন স্থগিত করেছে ঢাকা স্টক এক্সচেঞ্জ (ডিএসই)। একীভূত হওয়ার প্রক্রিয়ায় থাকা এই পাঁচ ইসলামী ব্যাংকের শেয়ার লেনদেন স্থগিত করায় কোনো বিনিয়োগকারী এসব ব্যাংকের শেয়ার কেনাবেচা করতে পারবেন না। ফলে শেয়ারহোল্ডারদের টাকা আটকে গেল। তবে আমানতকারীদের ব্যাপারে নতুন ব্যাংক আইন অনুযায়ী আমানতকারীদের ইতিবাচক মূল্য দেওয়া হবে বলে জানানো হয়।	[24, 1560, 304, 1754]
headline-kaukhali: কাউখালীতে বাংলাদেশ জামায়াতে ইসলামী মনোনীত প্রার্থীর গণসংযোগ	[481, 74, 703, 204]
sibl-logo: ᚛ SIBL Social Islami Bank Limited	[180, 1462, 283, 1507]
headline-china: মার্কিন পণ্যে আংশিকভাবে শুল্ক স্থগিত করল চীন	[33, 1934, 295, 1986]
header-divider-2	[1305, 11, 1310, 41]
ad-table-row: ২ বাংলা ২ স্নাতক/স্নাতকোত্তর বাংলায় অনার্স প্রার্থীদেরকে অগ্রাধিকার দেওয়া হবে।	[499, 1869, 923, 1905]
bank-logos-box	[24, 1327, 304, 1518]
flag-logo-icon	[71, 21, 91, 41]
top-middle-column	[481, 67, 715, 1194]
body-banks-side-3: আমানতের অর্থ ফেরতের নিশ্চয়তার পাশাপাশি গভর্নর জানান, আমানত নিয়ে দুশ্চিন্তার কিছু নেই, সবার আমানত সুরক্ষিত রাখার আশ্বাস দিয়েছেন তিনি। একীভূতের প্রক্রিয়ায় থাকা পাঁচ ব্যাংকের সব শাখার কার্যক্রম স্বাভাবিক নিয়মে চলবে।	[331, 1714, 459, 1892]
union-swirl-icon: ৬	[225, 1340, 237, 1359]
